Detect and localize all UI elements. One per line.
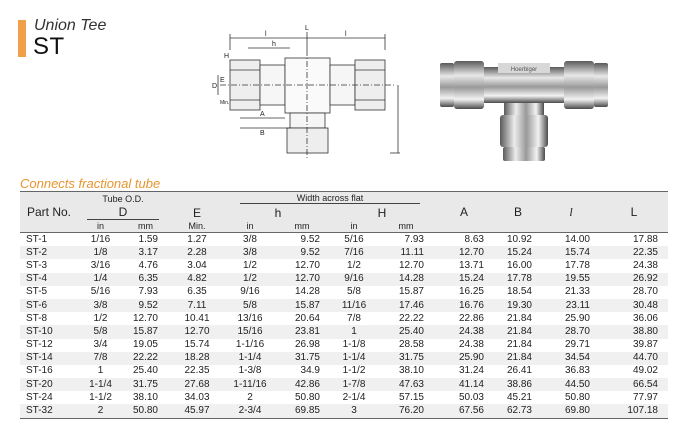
table-row — [20, 404, 668, 418]
cell-b: 19.30 — [506, 299, 532, 311]
cell-part-no: ST-14 — [26, 352, 53, 364]
cell-d-mm: 25.40 — [132, 365, 158, 377]
cell-d-mm: 15.87 — [132, 325, 158, 337]
cell-bigh-mm: 57.15 — [398, 391, 424, 403]
header-d-mm: mm — [138, 221, 153, 231]
cell-b: 10.92 — [506, 233, 532, 245]
section-title: Connects fractional tube — [20, 176, 161, 191]
table-row — [20, 299, 668, 312]
cell-h-mm: 69.85 — [294, 405, 320, 417]
cell-b: 17.78 — [506, 273, 532, 285]
cell-l-small: 17.78 — [564, 259, 590, 271]
table-row — [20, 259, 668, 272]
header-h-small: h — [274, 205, 282, 220]
cell-bigh-in: 5/8 — [347, 286, 361, 298]
table-row — [20, 246, 668, 259]
cell-e-min: 15.74 — [184, 339, 210, 351]
cell-h-mm: 14.28 — [294, 286, 320, 298]
table-row — [20, 365, 668, 378]
cell-bigh-mm: 11.11 — [400, 246, 424, 258]
cell-d-mm: 31.75 — [132, 378, 158, 390]
product-code: ST — [33, 33, 65, 60]
cell-d-mm: 4.76 — [138, 259, 158, 271]
label-L: L — [305, 25, 309, 32]
label-l-right: l — [345, 31, 347, 38]
cell-e-min: 6.35 — [187, 286, 207, 298]
cell-bigh-in: 5/16 — [344, 233, 364, 245]
cell-d-in: 3/16 — [90, 259, 111, 271]
cell-part-no: ST-4 — [26, 273, 48, 285]
cell-e-min: 18.28 — [184, 352, 210, 364]
technical-drawing — [210, 20, 405, 160]
header-d-label: D — [87, 205, 159, 220]
cell-a: 8.63 — [464, 233, 484, 245]
cell-b: 45.21 — [506, 391, 532, 403]
table-row — [20, 325, 668, 338]
table-row — [20, 286, 668, 299]
cell-l-large: 28.70 — [632, 286, 658, 298]
cell-b: 62.73 — [506, 405, 532, 417]
cell-a: 15.24 — [458, 273, 484, 285]
cell-d-in: 1 — [97, 365, 104, 377]
cell-bigh-mm: 17.46 — [398, 299, 424, 311]
cell-bigh-mm: 31.75 — [398, 352, 424, 364]
cell-a: 50.03 — [458, 391, 484, 403]
cell-b: 26.41 — [506, 365, 532, 377]
cell-h-in: 3/8 — [243, 246, 257, 258]
header-a: A — [459, 205, 468, 219]
cell-bigh-in: 1-1/2 — [342, 365, 366, 377]
cell-bigh-mm: 28.58 — [398, 339, 424, 351]
cell-a: 22.86 — [458, 312, 484, 324]
cell-bigh-in: 1 — [351, 325, 357, 337]
cell-l-large: 17.88 — [632, 233, 658, 245]
cell-l-large: 24.38 — [632, 259, 658, 271]
cell-b: 21.84 — [506, 339, 532, 351]
cell-l-small: 69.80 — [564, 405, 590, 417]
cell-h-in: 3/8 — [243, 233, 257, 245]
cell-d-mm: 19.05 — [132, 339, 158, 351]
cell-bigh-mm: 14.28 — [398, 273, 424, 285]
cell-a: 31.24 — [458, 365, 484, 377]
label-h: h — [272, 41, 276, 48]
cell-part-no: ST-1 — [26, 233, 48, 245]
cell-e-min: 7.11 — [187, 299, 207, 311]
cell-h-mm: 50.80 — [294, 391, 320, 403]
cell-a: 13.71 — [458, 259, 484, 271]
header-e-min: Min. — [188, 221, 206, 231]
cell-part-no: ST-20 — [26, 378, 53, 390]
cell-l-large: 49.02 — [632, 365, 658, 377]
header-width-across-flat-label: Width across flat — [240, 193, 420, 204]
spec-table — [20, 191, 668, 419]
cell-a: 24.38 — [458, 325, 484, 337]
label-l-left: l — [265, 31, 267, 38]
cell-l-large: 77.97 — [632, 391, 658, 403]
header-d-in: in — [96, 221, 104, 231]
cell-d-in: 5/8 — [93, 325, 108, 337]
cell-l-large: 66.54 — [632, 378, 658, 390]
cell-h-in: 1-3/8 — [238, 365, 262, 377]
label-D: D — [212, 83, 218, 90]
cell-d-in: 1/2 — [93, 312, 108, 324]
table-row — [20, 352, 668, 365]
cell-l-small: 29.71 — [564, 339, 590, 351]
cell-bigh-mm: 7.93 — [404, 233, 424, 245]
cell-l-large: 30.48 — [632, 299, 658, 311]
cell-part-no: ST-3 — [26, 259, 48, 271]
cell-l-small: 44.50 — [564, 378, 590, 390]
cell-part-no: ST-5 — [26, 286, 48, 298]
cell-part-no: ST-10 — [26, 325, 53, 337]
cell-d-mm: 1.59 — [138, 233, 158, 245]
product-subtitle: Union Tee — [34, 17, 107, 34]
cell-e-min: 12.70 — [184, 325, 210, 337]
cell-b: 15.24 — [506, 246, 532, 258]
cell-bigh-in: 1-1/8 — [342, 339, 366, 351]
cell-bigh-mm: 22.22 — [398, 312, 424, 324]
cell-e-min: 34.03 — [184, 391, 210, 403]
cell-l-large: 36.06 — [632, 312, 658, 324]
cell-d-mm: 3.17 — [138, 246, 158, 258]
cell-bigh-in: 11/16 — [341, 299, 367, 311]
header-b: B — [513, 205, 522, 219]
cell-d-in: 7/8 — [93, 352, 108, 364]
cell-h-in: 1-1/4 — [238, 352, 262, 364]
cell-l-small: 36.83 — [564, 365, 590, 377]
cell-part-no: ST-6 — [26, 299, 48, 311]
cell-b: 21.84 — [506, 312, 532, 324]
cell-l-large: 44.70 — [632, 352, 658, 364]
cell-l-small: 15.74 — [564, 246, 590, 258]
header-e: E — [192, 206, 201, 220]
label-B: B — [260, 130, 265, 137]
cell-e-min: 2.28 — [187, 246, 207, 258]
cell-part-no: ST-16 — [26, 365, 53, 377]
cell-d-mm: 6.35 — [138, 273, 158, 285]
cell-d-mm: 9.52 — [138, 299, 158, 311]
cell-h-mm: 15.87 — [294, 299, 320, 311]
cell-d-in: 1-1/2 — [89, 391, 112, 403]
brand-engraving: Hoerbiger — [510, 67, 538, 73]
cell-e-min: 10.41 — [184, 312, 210, 324]
label-A: A — [260, 111, 265, 118]
cell-h-in: 9/16 — [240, 286, 260, 298]
cell-d-mm: 22.22 — [132, 352, 158, 364]
cell-h-in: 13/16 — [237, 312, 263, 324]
cell-e-min: 4.82 — [187, 273, 207, 285]
cell-l-large: 107.18 — [627, 405, 658, 417]
cell-e-min: 27.68 — [184, 378, 210, 390]
cell-l-small: 14.00 — [564, 233, 590, 245]
cell-d-in: 1/8 — [93, 246, 108, 258]
cell-d-mm: 38.10 — [132, 391, 158, 403]
title-accent-bar — [18, 20, 26, 57]
cell-e-min: 3.04 — [187, 259, 207, 271]
cell-d-mm: 50.80 — [132, 405, 158, 417]
cell-d-mm: 7.93 — [138, 286, 158, 298]
cell-part-no: ST-24 — [26, 391, 53, 403]
table-row — [20, 378, 668, 391]
cell-bigh-in: 7/16 — [344, 246, 364, 258]
cell-d-in: 3/4 — [93, 339, 108, 351]
cell-b: 21.84 — [506, 352, 532, 364]
cell-l-large: 26.92 — [632, 273, 658, 285]
header-l-small: l — [569, 204, 573, 219]
cell-d-mm: 12.70 — [132, 312, 158, 324]
cell-part-no: ST-8 — [26, 312, 48, 324]
cell-l-small: 19.55 — [564, 273, 590, 285]
cell-a: 12.70 — [458, 246, 484, 258]
cell-h-in: 2-3/4 — [238, 405, 262, 417]
cell-l-small: 25.90 — [564, 312, 590, 324]
table-row — [20, 233, 668, 247]
header-h-mm: mm — [294, 221, 310, 231]
cell-b: 38.86 — [506, 378, 532, 390]
cell-e-min: 1.27 — [187, 233, 207, 245]
cell-h-mm: 9.52 — [300, 246, 320, 258]
cell-l-small: 50.80 — [564, 391, 590, 403]
cell-h-mm: 20.64 — [294, 312, 320, 324]
cell-bigh-mm: 15.87 — [398, 286, 424, 298]
cell-part-no: ST-2 — [26, 246, 48, 258]
cell-bigh-mm: 47.63 — [398, 378, 424, 390]
cell-d-in: 1/16 — [90, 233, 111, 245]
cell-part-no: ST-32 — [26, 405, 53, 417]
cell-bigh-in: 2-1/4 — [342, 391, 366, 403]
header-l-large: L — [630, 205, 638, 219]
label-E-min: Min. — [220, 100, 230, 106]
cell-h-mm: 34.9 — [300, 365, 320, 377]
cell-l-small: 34.54 — [564, 352, 590, 364]
cell-h-in: 2 — [247, 391, 253, 403]
cell-h-in: 1-11/16 — [233, 378, 267, 390]
cell-d-in: 3/8 — [93, 299, 108, 311]
cell-bigh-mm: 76.20 — [398, 405, 424, 417]
cell-a: 41.14 — [458, 378, 484, 390]
cell-h-mm: 23.81 — [294, 325, 320, 337]
cell-bigh-in: 1/2 — [347, 259, 361, 271]
cell-a: 25.90 — [458, 352, 484, 364]
cell-b: 18.54 — [506, 286, 532, 298]
cell-l-large: 38.80 — [632, 325, 658, 337]
cell-bigh-mm: 25.40 — [398, 325, 424, 337]
cell-h-mm: 42.86 — [294, 378, 320, 390]
label-E: E — [220, 77, 225, 84]
header-d — [78, 205, 168, 220]
header-bigh-mm: mm — [398, 221, 414, 231]
cell-h-mm: 12.70 — [294, 273, 320, 285]
cell-bigh-mm: 38.10 — [398, 365, 424, 377]
header-h-large: H — [377, 205, 387, 220]
header-h-in: in — [246, 221, 254, 231]
cell-a: 16.76 — [458, 299, 484, 311]
cell-h-mm: 9.52 — [300, 233, 320, 245]
cell-bigh-in: 1-7/8 — [342, 378, 366, 390]
cell-bigh-in: 7/8 — [347, 312, 361, 324]
cell-b: 16.00 — [506, 259, 532, 271]
cell-h-mm: 12.70 — [294, 259, 320, 271]
cell-h-in: 1/2 — [243, 259, 257, 271]
cell-part-no: ST-12 — [26, 339, 53, 351]
cell-bigh-mm: 12.70 — [398, 259, 424, 271]
cell-l-large: 39.87 — [632, 339, 658, 351]
cell-e-min: 45.97 — [184, 405, 210, 417]
table-row — [20, 273, 668, 286]
cell-bigh-in: 1-1/4 — [342, 352, 366, 364]
cell-bigh-in: 3 — [351, 405, 357, 417]
cell-d-in: 1/4 — [93, 273, 108, 285]
product-photo — [440, 45, 610, 165]
header-width-across-flat — [226, 192, 434, 206]
cell-e-min: 22.35 — [184, 365, 210, 377]
table-row — [20, 339, 668, 352]
cell-h-mm: 26.98 — [294, 339, 320, 351]
cell-d-in: 5/16 — [90, 286, 111, 298]
cell-l-large: 22.35 — [632, 246, 658, 258]
header-part-no: Part No. — [26, 205, 71, 219]
cell-a: 24.38 — [458, 339, 484, 351]
cell-b: 21.84 — [506, 325, 532, 337]
table-row — [20, 391, 668, 404]
cell-d-in: 2 — [97, 405, 104, 417]
cell-a: 67.56 — [458, 405, 484, 417]
cell-h-in: 1-1/16 — [235, 339, 265, 351]
cell-l-small: 23.11 — [565, 299, 590, 311]
cell-d-in: 1-1/4 — [89, 378, 112, 390]
cell-h-in: 15/16 — [237, 325, 263, 337]
cell-l-small: 28.70 — [564, 325, 590, 337]
cell-l-small: 21.33 — [564, 286, 590, 298]
cell-bigh-in: 9/16 — [344, 273, 364, 285]
header-tube-od: Tube O.D. — [102, 193, 144, 204]
cell-a: 16.25 — [458, 286, 484, 298]
label-H: H — [224, 53, 230, 60]
header-bigh-in: in — [350, 221, 358, 231]
cell-h-in: 5/8 — [243, 299, 257, 311]
table-row — [20, 312, 668, 325]
cell-h-in: 1/2 — [243, 273, 257, 285]
spec-table-body — [20, 233, 668, 419]
cell-h-mm: 31.75 — [294, 352, 320, 364]
